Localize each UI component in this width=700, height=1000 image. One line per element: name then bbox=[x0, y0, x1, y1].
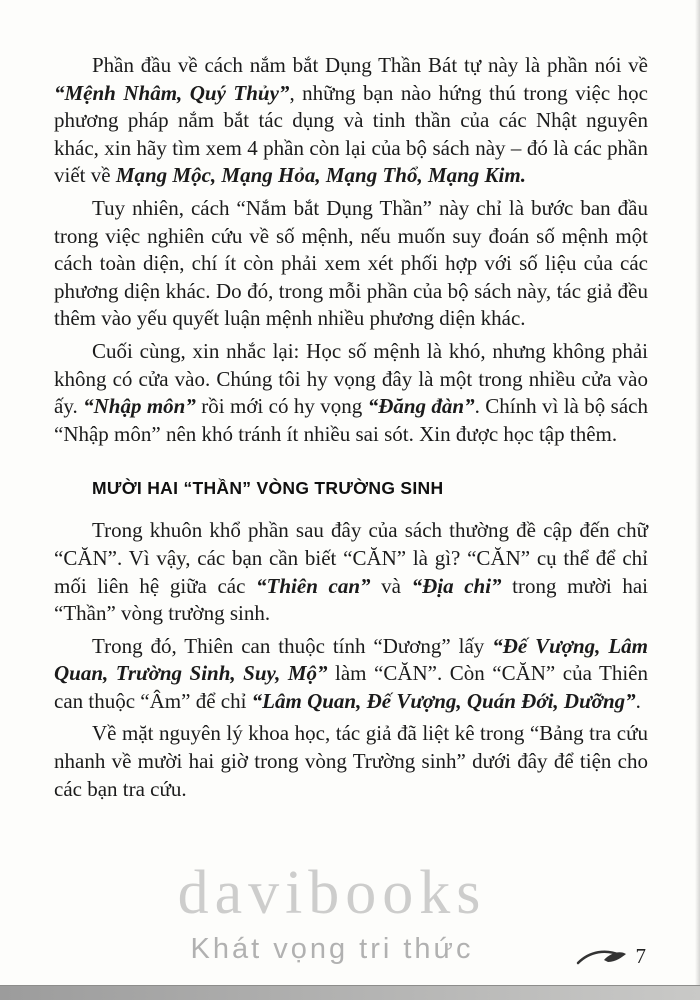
paragraph: Về mặt nguyên lý khoa học, tác giả đã liệt kê trong “Bảng tra cứu nhanh về mười hai giờ trong vòng Trường sinh” dưới đây để tiện cho các bạn tra cứu. bbox=[54, 721, 648, 801]
section-heading: MƯỜI HAI “THẦN” VÒNG TRƯỜNG SINH bbox=[92, 478, 444, 499]
paragraph: Tuy nhiên, cách “Nắm bắt Dụng Thần” này chỉ là bước ban đầu trong việc nghiên cứu về số mệnh, nếu muốn suy đoán số mệnh một cách toàn diện, chí ít còn phải xem xét phối hợp với số liệu của các phương diện khác. Do đó, trong mỗi phần của bộ sách này, tác giả đều thêm vào yếu quyết luận mệnh nhiều phương diện khác. bbox=[54, 195, 648, 331]
paragraph: Trong đó, Thiên can thuộc tính “Dương” lấy “Đế Vượng, Lâm Quan, Trường Sinh, Suy, Mộ” làm “CĂN”. Còn “CĂN” của Thiên can thuộc “Âm” để chỉ “Lâm Quan, Đế Vượng, Quán Đới, Dưỡng”. bbox=[54, 633, 648, 713]
watermark-title: davibooks bbox=[177, 859, 487, 927]
paragraph: Trong khuôn khổ phần sau đây của sách thường đề cập đến chữ “CĂN”. Vì vậy, các bạn cần biết “CĂN” là gì? “CĂN” cụ thể để chỉ mối liên hệ giữa các “Thiên can” và “Địa chi” trong mười hai “Thần” vòng trường sinh. bbox=[54, 518, 649, 626]
watermark-tagline: Khát vọng tri thức bbox=[190, 933, 474, 965]
flourish-icon bbox=[576, 945, 628, 969]
scan-edge-bottom bbox=[0, 985, 700, 1000]
scan-edge-right bbox=[695, 0, 700, 1000]
paragraph: Phần đầu về cách nắm bắt Dụng Thần Bát tự này là phần nói về “Mệnh Nhâm, Quý Thủy”, những bạn nào hứng thú trong việc học phương pháp nắm bắt tác dụng và tinh thần của các Nhật nguyên khác, xin hãy tìm xem 4 phần còn lại của bộ sách này – đó là các phần viết về Mạng Mộc, Mạng Hỏa, Mạng Thổ, Mạng Kim. bbox=[54, 53, 648, 188]
page-number: 7 bbox=[635, 944, 646, 968]
page-content bbox=[54, 52, 648, 808]
paragraph: Cuối cùng, xin nhắc lại: Học số mệnh là khó, nhưng không phải không có cửa vào. Chúng tôi hy vọng đây là một trong nhiều cửa vào ấy. “Nhập môn” rồi mới có hy vọng “Đăng đàn”. Chính vì là bộ sách “Nhập môn” nên khó tránh ít nhiều sai sót. Xin được học tập thêm. bbox=[54, 338, 648, 446]
page-footer bbox=[576, 944, 647, 969]
